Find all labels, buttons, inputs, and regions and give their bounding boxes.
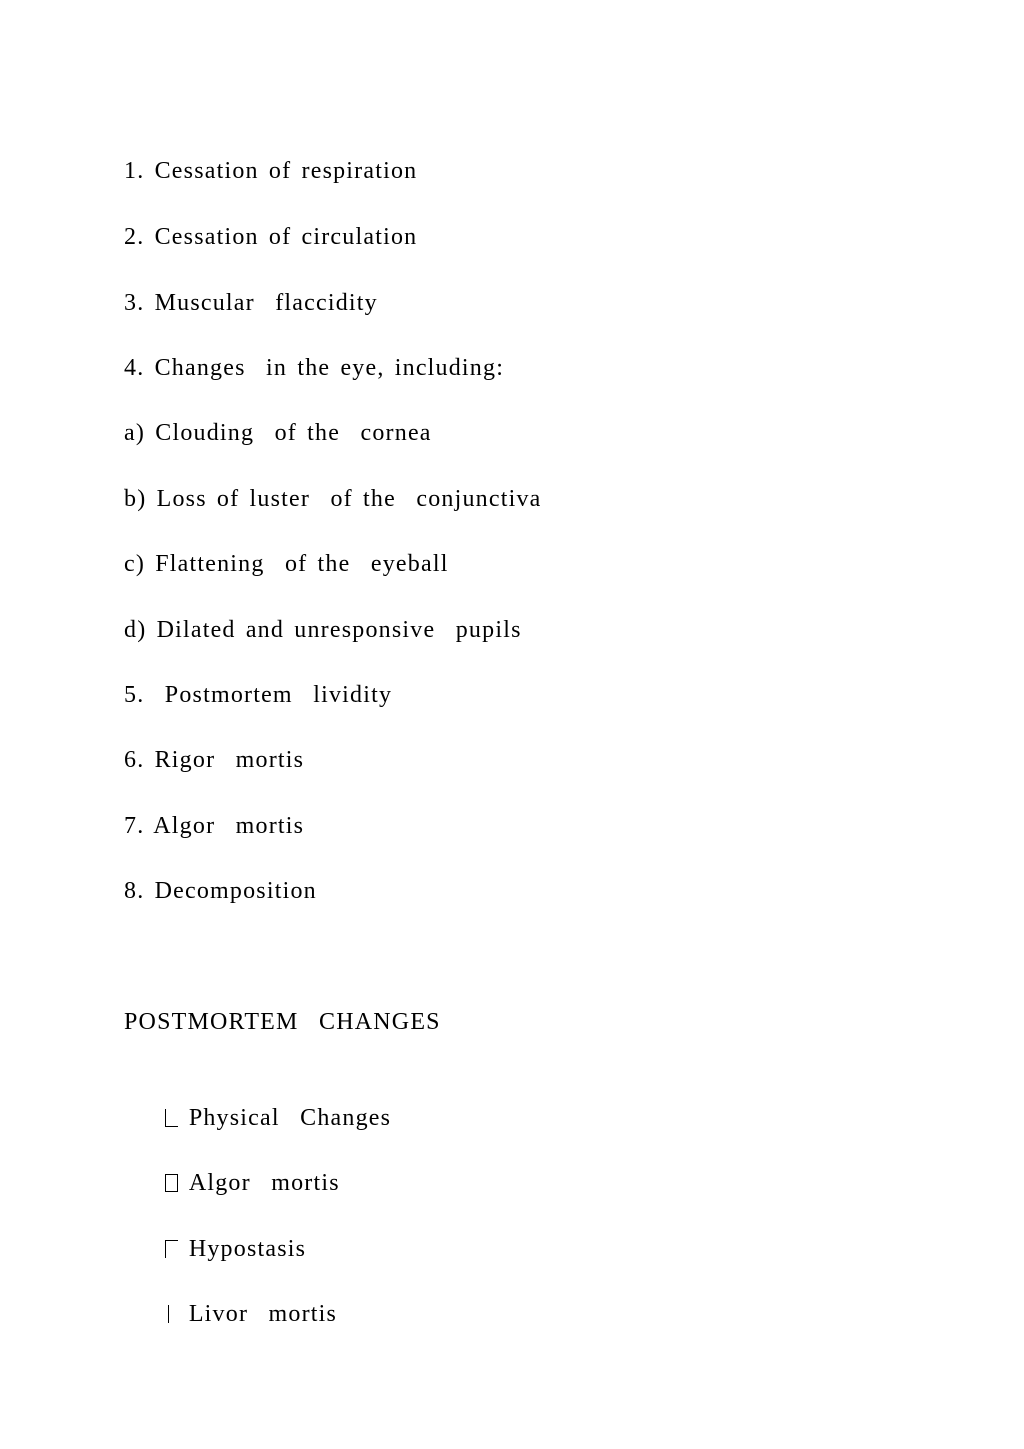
- list-item: b) Loss of luster of the conjunctiva: [124, 486, 542, 512]
- list-item: d) Dilated and unresponsive pupils: [124, 617, 522, 643]
- list-item: a) Clouding of the cornea: [124, 420, 432, 446]
- box-bullet-icon: [168, 1305, 174, 1323]
- bullet-item: [124, 1269, 337, 1359]
- list-item: 3. Muscular flaccidity: [124, 290, 378, 316]
- bullet-text: Algor mortis: [188, 1170, 340, 1196]
- list-item: 2. Cessation of circulation: [124, 224, 418, 250]
- bullet-text: Livor mortis: [188, 1301, 338, 1327]
- list-item: 6. Rigor mortis: [124, 747, 305, 773]
- list-item: 1. Cessation of respiration: [124, 158, 418, 184]
- box-bullet-icon: [165, 1240, 178, 1258]
- list-item: 8. Decomposition: [124, 878, 317, 904]
- bullet-text: Physical Changes: [188, 1105, 392, 1131]
- bullet-text: Hypostasis: [188, 1236, 307, 1262]
- list-item: 4. Changes in the eye, including:: [124, 355, 505, 381]
- list-item: c) Flattening of the eyeball: [124, 551, 449, 577]
- list-item: 7. Algor mortis: [124, 813, 305, 839]
- box-bullet-icon: [165, 1109, 178, 1127]
- box-bullet-icon: [165, 1174, 178, 1192]
- list-item: 5. Postmortem lividity: [124, 682, 393, 708]
- section-heading: POSTMORTEM CHANGES: [124, 1009, 441, 1035]
